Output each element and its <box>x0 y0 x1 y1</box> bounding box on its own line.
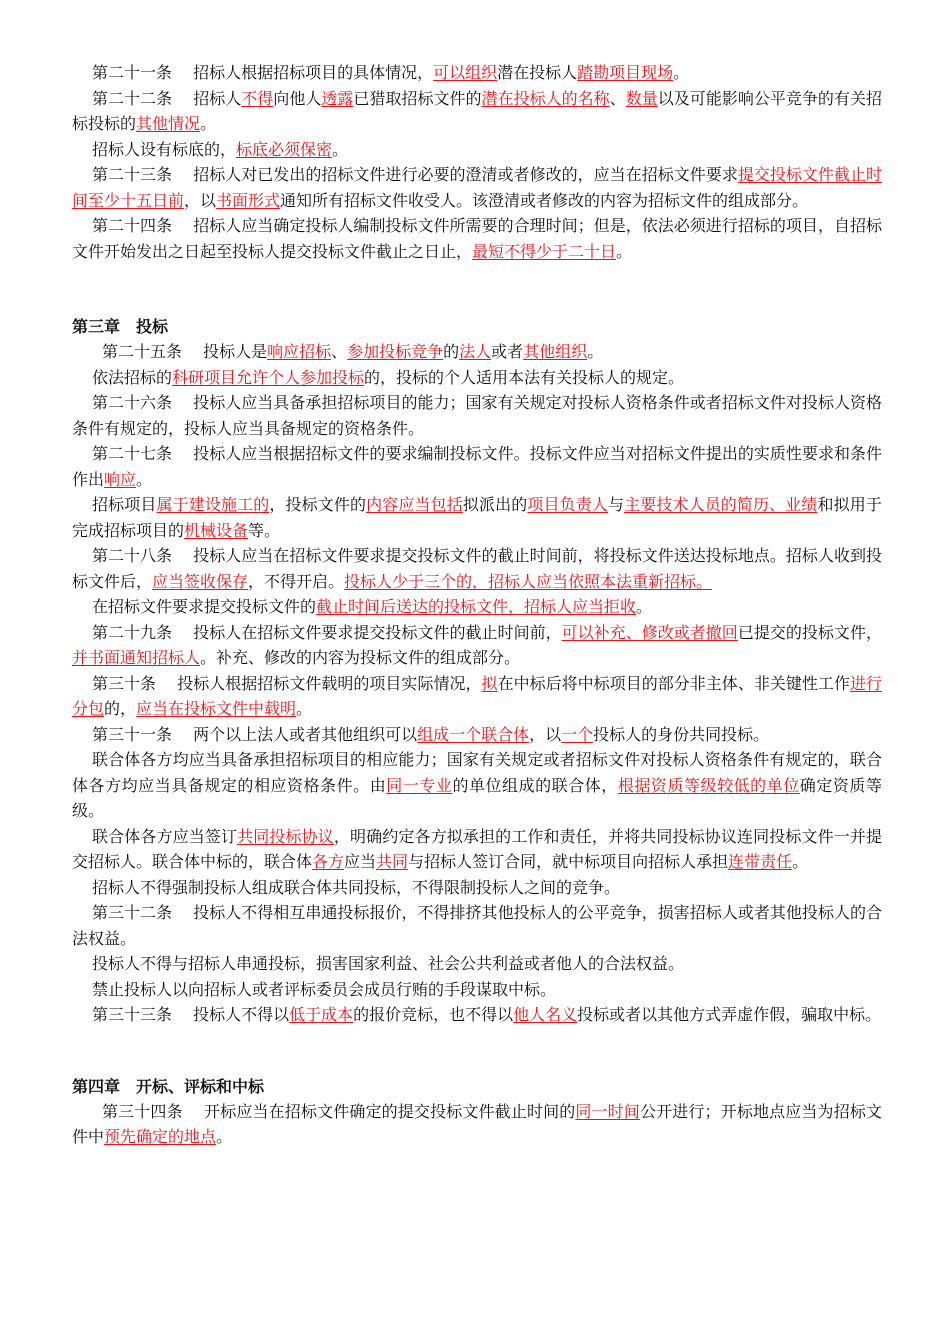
text-segment: 依法招标的 <box>92 367 173 387</box>
paragraph-p17 <box>72 824 882 875</box>
paragraph-p1 <box>72 60 882 86</box>
paragraph-p7 <box>72 365 882 391</box>
text-segment: 。补充、修改的内容为投标文件的组成部分。 <box>200 648 521 667</box>
text-segment: 、 <box>331 342 348 361</box>
text-segment: 第二十二条 招标人 <box>92 88 242 108</box>
text-segment: 的，投标的个人适用本法有关投标人的规定。 <box>364 367 685 387</box>
paragraph-p15 <box>72 722 882 748</box>
text-segment: 。 <box>136 469 153 489</box>
text-segment: 第二十六条 投标人应当具备承担招标项目的能力；国家有关规定对投标人资格条件或者招标文件对投标人资格条件有规定的，投标人应当具备规定的资格条件。 <box>72 393 882 438</box>
highlighted-phrase: 最短不得少于二十日 <box>472 241 617 261</box>
highlighted-phrase: 进行分包 <box>72 673 882 718</box>
text-segment: 。 <box>616 241 633 261</box>
text-segment: 已提交的投标文件， <box>737 622 882 642</box>
text-segment: 。 <box>200 114 217 133</box>
highlighted-phrase: 预先确定的地点 <box>104 1127 217 1146</box>
text-segment: 第二十一条 招标人根据招标项目的具体情况， <box>92 63 434 82</box>
text-segment: 第三十四条 开标应当在招标文件确定的提交投标文件截止时间的 <box>102 1101 576 1121</box>
text-segment: 通知所有招标文件收受人。该澄清或者修改的内容为招标文件的组成部分。 <box>280 190 809 210</box>
text-segment: 的单位组成的联合体， <box>452 775 618 795</box>
text-segment: 公开进行；开标地点应当为招标文件中 <box>72 1101 882 1146</box>
text-segment: 、 <box>609 88 626 108</box>
text-segment: 第二十四条 招标人应当确定投标人编制投标文件所需要的合理时间；但是，依法必须进行招标的项目，自招标文件开始发出之日起至投标人提交投标文件截止之日止， <box>72 216 882 261</box>
paragraph-p3 <box>72 137 882 163</box>
highlighted-phrase: 其他组织 <box>523 342 588 361</box>
highlighted-phrase: 书面形式 <box>216 190 281 210</box>
text-segment: 招标项目 <box>92 495 157 514</box>
section-chapter-4 <box>72 1099 882 1150</box>
paragraph-p9 <box>72 441 882 492</box>
highlighted-phrase: 踏勘项目现场 <box>577 63 674 82</box>
highlighted-phrase: 内容应当包括 <box>366 495 463 514</box>
paragraph-p12 <box>72 594 882 620</box>
highlighted-phrase: 应当在投标文件中载明 <box>136 699 297 718</box>
text-segment: 投标人的身份共同投标。 <box>593 724 770 744</box>
text-segment: 和拟用于完成招标项目的 <box>72 495 882 540</box>
paragraph-p5 <box>72 213 882 264</box>
document-page <box>72 60 882 1150</box>
paragraph-p21 <box>72 977 882 1003</box>
text-segment: 招标人设有标底的， <box>92 139 237 159</box>
text-segment: ，以 <box>184 190 217 210</box>
paragraph-p13 <box>72 620 882 671</box>
text-segment: 已猎取招标文件的 <box>353 88 482 108</box>
paragraph-p20 <box>72 951 882 977</box>
text-segment: 的 <box>443 342 460 361</box>
highlighted-phrase: 不得 <box>241 88 274 108</box>
highlighted-phrase: 法人 <box>459 342 492 361</box>
highlighted-phrase: 一个 <box>561 724 594 744</box>
text-segment: 以及可能影响公平竞争的有关招标投标的 <box>72 88 882 133</box>
text-segment: 在招标文件要求提交投标文件的 <box>92 597 317 616</box>
highlighted-phrase: 组成一个联合体 <box>417 724 530 744</box>
paragraph-p22 <box>72 1002 882 1028</box>
paragraph-p4 <box>72 162 882 213</box>
highlighted-phrase: 可以组织 <box>433 63 498 82</box>
highlighted-phrase: 透露 <box>321 88 354 108</box>
text-segment: 第三十一条 两个以上法人或者其他组织可以 <box>92 724 418 744</box>
highlighted-phrase: 响应 <box>104 469 137 489</box>
highlighted-phrase: 参加投标竞争 <box>347 342 444 361</box>
text-segment: 第二十九条 投标人在招标文件要求提交投标文件的截止时间前， <box>92 622 562 642</box>
text-segment: 。 <box>332 139 349 159</box>
paragraph-p8 <box>72 390 882 441</box>
text-segment: 禁止投标人以向招标人或者评标委员会成员行贿的手段谋取中标。 <box>92 979 557 999</box>
text-segment: 联合体各方应当签订 <box>92 826 238 846</box>
text-segment: 第二十八条 投标人应当在招标文件要求提交投标文件的截止时间前，将投标文件送达投标地点。招标人收到投标文件后， <box>72 546 882 591</box>
text-segment: ，明确约定各方拟承担的工作和责任，并将共同投标协议连同投标文件一并提交招标人。联合体中标的，联合体 <box>72 826 882 871</box>
text-segment: 投标或者以其他方式弄虚作假，骗取中标。 <box>577 1005 882 1024</box>
highlighted-phrase: 截止时间后送达的投标文件，招标人应当拒收 <box>316 597 637 616</box>
spacer <box>72 264 882 314</box>
paragraph-p6 <box>72 339 882 365</box>
highlighted-phrase: 机械设备 <box>184 520 249 540</box>
text-segment: 拟派出的 <box>462 495 528 514</box>
highlighted-phrase: 可以补充、修改或者撤回 <box>561 622 738 642</box>
text-segment: 潜在投标人 <box>497 63 578 82</box>
highlighted-phrase: 并书面通知招标人 <box>72 648 201 667</box>
section-chapter-3 <box>72 339 882 1028</box>
highlighted-phrase: 应当签收保存 <box>152 571 249 591</box>
text-segment: 第三十三条 投标人不得以 <box>92 1005 290 1024</box>
text-segment: ，以 <box>529 724 562 744</box>
text-segment: 的报价竞标，也不得以 <box>353 1005 514 1024</box>
highlighted-phrase: 共同 <box>376 852 409 871</box>
spacer <box>72 1028 882 1074</box>
highlighted-phrase: 其他情况 <box>136 114 201 133</box>
highlighted-phrase: 低于成本 <box>289 1005 354 1024</box>
paragraph-p23 <box>72 1099 882 1150</box>
text-segment: 等。 <box>248 520 281 540</box>
text-segment: 与招标人签订合同，就中标项目向招标人承担 <box>408 852 729 871</box>
text-segment: ，投标文件的 <box>269 495 367 514</box>
paragraph-p10 <box>72 492 882 543</box>
highlighted-phrase: 同一专业 <box>386 775 453 795</box>
text-segment: 确定资质等级。 <box>72 775 882 820</box>
highlighted-phrase: 项目负责人 <box>527 495 608 514</box>
text-segment: 。 <box>673 63 690 82</box>
text-segment: 招标人不得强制投标人组成联合体共同投标，不得限制投标人之间的竞争。 <box>92 877 621 897</box>
text-segment: 第二十五条 投标人是 <box>102 342 268 361</box>
text-segment: 或者 <box>491 342 524 361</box>
paragraph-p2 <box>72 86 882 137</box>
highlighted-phrase: 潜在投标人的名称 <box>481 88 610 108</box>
highlighted-phrase: 共同投标协议 <box>237 826 334 846</box>
text-segment: 第三十二条 投标人不得相互串通投标报价，不得排挤其他投标人的公平竞争，损害招标人或者其他投标人的合法权益。 <box>72 903 882 948</box>
highlighted-phrase: 科研项目允许个人参加投标 <box>172 367 365 387</box>
highlighted-phrase: 投标人少于三个的，招标人应当依照本法重新招标。 <box>344 571 713 591</box>
highlighted-phrase: 数量 <box>625 88 658 108</box>
text-segment: 的， <box>104 699 137 718</box>
highlighted-phrase: 响应招标 <box>267 342 332 361</box>
chapter-3-title: 第三章 投标 <box>72 317 169 336</box>
text-segment: 在中标后将中标项目的部分非主体、非关键性工作 <box>497 673 850 693</box>
highlighted-phrase: 根据资质等级较低的单位 <box>617 775 800 795</box>
text-segment: 应当 <box>344 852 377 871</box>
text-segment: 第二十七条 投标人应当根据招标文件的要求编制投标文件。投标文件应当对招标文件提出的实质性要求和条件作出 <box>72 444 882 489</box>
text-segment: 向他人 <box>273 88 322 108</box>
text-segment: 。 <box>296 699 313 718</box>
highlighted-phrase: 主要技术人员的简历、业绩 <box>624 495 818 514</box>
text-segment: 。 <box>216 1127 233 1146</box>
section-chapter-2-tail <box>72 60 882 264</box>
text-segment: 。 <box>792 852 809 871</box>
highlighted-phrase: 标底必须保密 <box>236 139 333 159</box>
paragraph-p18 <box>72 875 882 901</box>
highlighted-phrase: 属于建设施工的 <box>156 495 270 514</box>
highlighted-phrase: 同一时间 <box>575 1101 640 1121</box>
paragraph-p11 <box>72 543 882 594</box>
paragraph-p16 <box>72 747 882 824</box>
text-segment: ，不得开启。 <box>248 571 345 591</box>
highlighted-phrase: 拟 <box>481 673 498 693</box>
highlighted-phrase: 提交投标文件截止时间至少十五日前 <box>72 165 882 210</box>
highlighted-phrase: 连带责任 <box>728 852 793 871</box>
highlighted-phrase: 他人名义 <box>513 1005 578 1024</box>
text-segment: 第二十三条 招标人对已发出的招标文件进行必要的澄清或者修改的，应当在招标文件要求 <box>92 165 738 184</box>
text-segment: 。 <box>636 597 653 616</box>
chapter-4-title: 第四章 开标、评标和中标 <box>72 1076 265 1096</box>
paragraph-p14 <box>72 671 882 722</box>
text-segment: 。 <box>587 342 604 361</box>
text-segment: 联合体各方均应当具备承担招标项目的相应能力；国家有关规定或者招标文件对投标人资格条件有规定的，联合体各方均应当具备规定的相应资格条件。由 <box>72 750 882 795</box>
text-segment: 与 <box>607 495 625 514</box>
text-segment: 投标人不得与招标人串通投标，损害国家利益、社会公共利益或者他人的合法权益。 <box>92 954 685 973</box>
paragraph-p19 <box>72 900 882 951</box>
text-segment: 第三十条 投标人根据招标文件载明的项目实际情况， <box>92 673 482 693</box>
highlighted-phrase: 各方 <box>312 852 345 871</box>
